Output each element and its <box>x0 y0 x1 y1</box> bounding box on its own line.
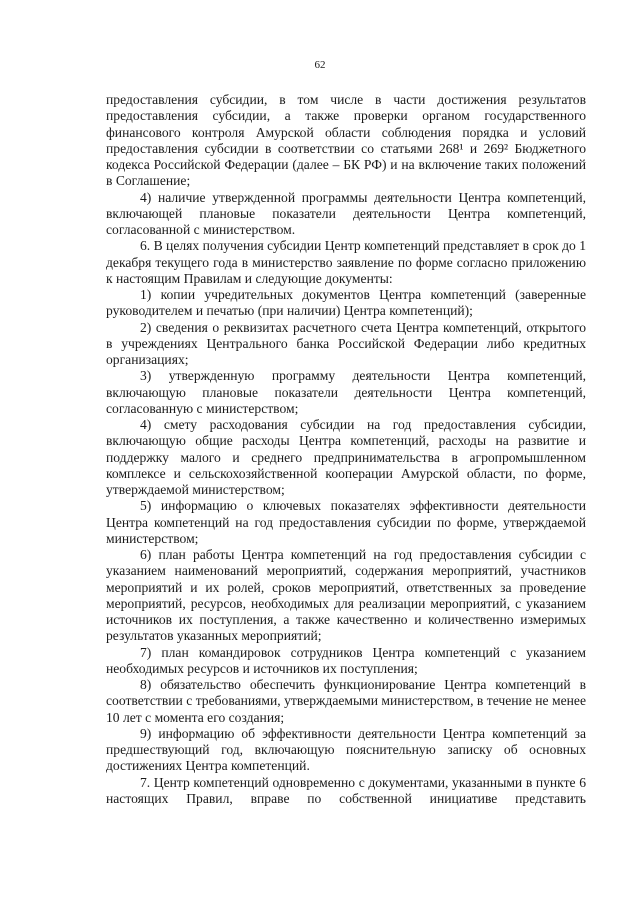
paragraph-doc-4: 4) смету расходования субсидии на год предоставления субсидии, включающую общие расходы Центра компетенций, расходы на развитие и поддержку малого и среднего предпринимательства в агропромышленном комплексе и сельскохозяйственной кооперации Амурской области, по форме, утверждаемой министерством; <box>106 417 586 497</box>
page-number: 62 <box>314 59 326 71</box>
paragraph-doc-7: 7) план командировок сотрудников Центра компетенций с указанием необходимых ресурсов и источников их поступления; <box>106 644 586 676</box>
paragraph-doc-1: 1) копии учредительных документов Центра компетенций (заверенные руководителем и печатью (при наличии) Центра компетенций); <box>106 287 586 319</box>
paragraph-item-4-program: 4) наличие утвержденной программы деятельности Центра компетенций, включающей плановые показатели деятельности Центра компетенций, согласованной с министерством. <box>106 189 586 237</box>
paragraph-doc-6: 6) план работы Центра компетенций на год предоставления субсидии с указанием наименований мероприятий, содержания мероприятий, участников мероприятий и их ролей, сроков мероприятий, ответственных за проведение мероприятий, ресурсов, необходимых для реализации мероприятий, с указанием источников их поступления, а также качественно и количественно измеримых результатов указанных мероприятий; <box>106 547 586 644</box>
paragraph-section-7: 7. Центр компетенций одновременно с документами, указанными в пункте 6 настоящих Правил, вправе по собственной инициативе представить <box>106 774 586 806</box>
paragraph-doc-2: 2) сведения о реквизитах расчетного счета Центра компетенций, открытого в учреждениях Центрального банка Российской Федерации либо кредитных организациях; <box>106 319 586 367</box>
paragraph-doc-8: 8) обязательство обеспечить функционирование Центра компетенций в соответствии с требованиями, утверждаемыми министерством, в течение не менее 10 лет с момента его создания; <box>106 677 586 725</box>
paragraph-doc-3: 3) утвержденную программу деятельности Центра компетенций, включающую плановые показатели деятельности Центра компетенций, согласованную с министерством; <box>106 368 586 416</box>
document-body <box>106 92 586 807</box>
paragraph-continuation: предоставления субсидии, в том числе в части достижения результатов предоставления субсидии, а также проверки органом государственного финансового контроля Амурской области соблюдения порядка и условий предоставления субсидии в соответствии со статьями 268¹ и 269² Бюджетного кодекса Российской Федерации (далее – БК РФ) и на включение таких положений в Соглашение; <box>106 92 586 189</box>
paragraph-section-6: 6. В целях получения субсидии Центр компетенций представляет в срок до 1 декабря текущего года в министерство заявление по форме согласно приложению к настоящим Правилам и следующие документы: <box>106 238 586 286</box>
paragraph-doc-9: 9) информацию об эффективности деятельности Центра компетенций за предшествующий год, включающую пояснительную записку об основных достижениях Центра компетенций. <box>106 725 586 774</box>
paragraph-doc-5: 5) информацию о ключевых показателях эффективности деятельности Центра компетенций на год предоставления субсидии по форме, утверждаемой министерством; <box>106 498 586 546</box>
